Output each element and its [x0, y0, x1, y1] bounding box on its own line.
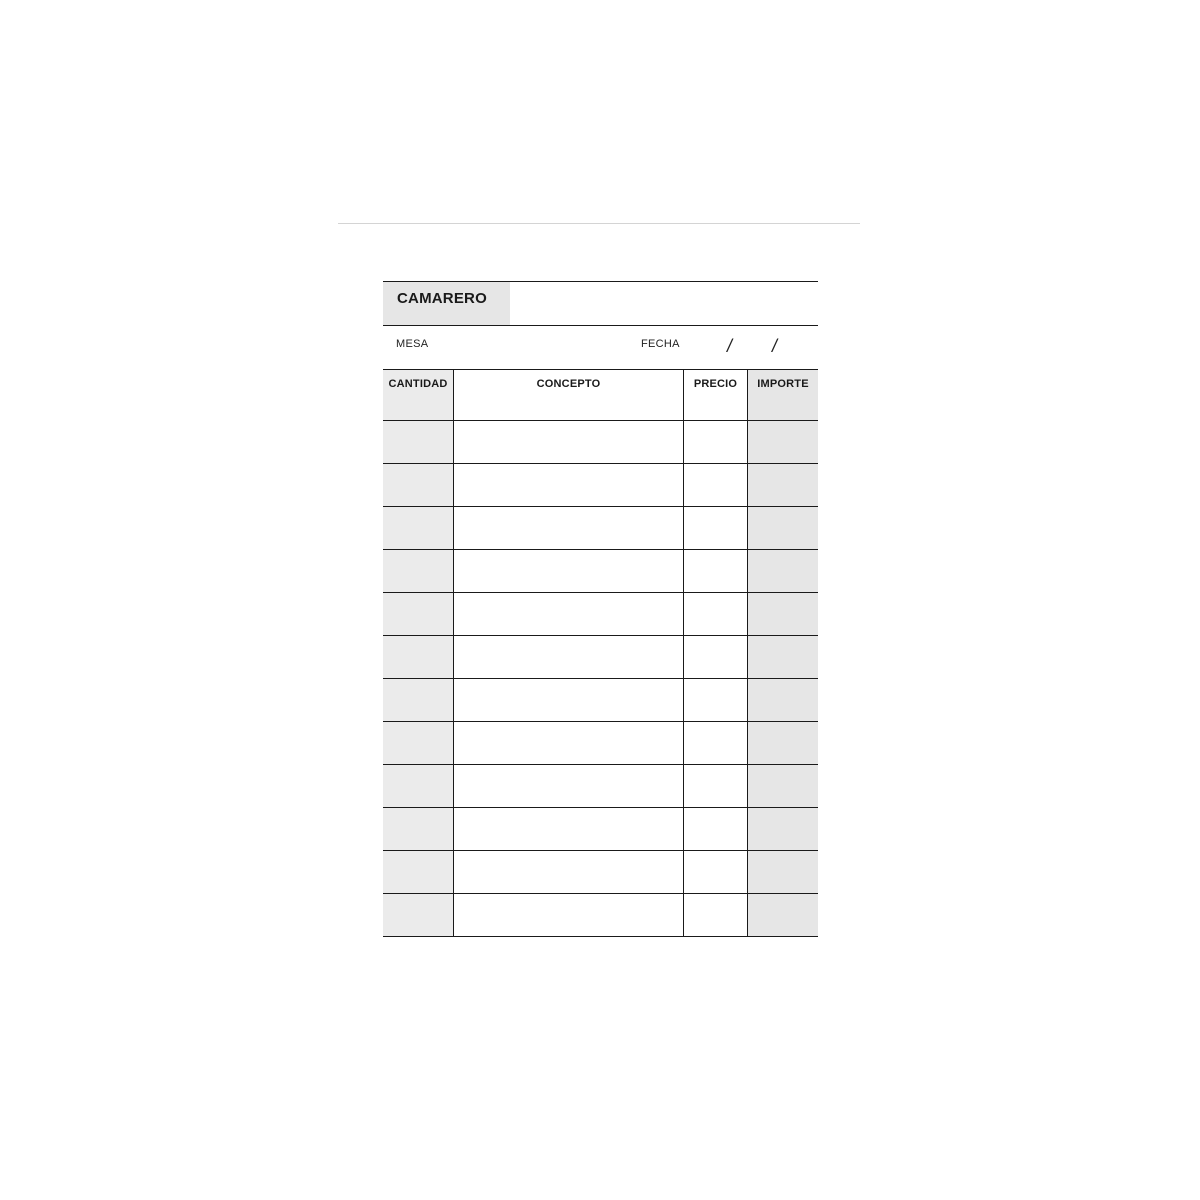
quantity-cell[interactable]: [383, 808, 454, 851]
price-cell[interactable]: [684, 593, 748, 636]
top-divider: [338, 223, 860, 224]
quantity-cell[interactable]: [383, 722, 454, 765]
table-row: [383, 636, 818, 679]
amount-cell[interactable]: [748, 679, 819, 722]
table-row: [383, 894, 818, 937]
table-row: [383, 507, 818, 550]
table-label: MESA: [396, 338, 429, 350]
table-row: [383, 550, 818, 593]
concept-cell[interactable]: [454, 765, 684, 808]
quantity-cell[interactable]: [383, 593, 454, 636]
concept-cell[interactable]: [454, 464, 684, 507]
items-header-row: [383, 370, 818, 421]
date-separator-2: /: [772, 336, 778, 356]
amount-cell[interactable]: [748, 894, 819, 937]
waiter-row: [383, 281, 818, 326]
quantity-cell[interactable]: [383, 636, 454, 679]
price-cell[interactable]: [684, 808, 748, 851]
price-cell[interactable]: [684, 464, 748, 507]
table-row: [383, 464, 818, 507]
amount-cell[interactable]: [748, 593, 819, 636]
price-cell[interactable]: [684, 550, 748, 593]
concept-cell[interactable]: [454, 679, 684, 722]
price-cell[interactable]: [684, 636, 748, 679]
quantity-cell[interactable]: [383, 464, 454, 507]
price-cell[interactable]: [684, 765, 748, 808]
concept-cell[interactable]: [454, 894, 684, 937]
quantity-cell[interactable]: [383, 550, 454, 593]
concept-cell[interactable]: [454, 593, 684, 636]
date-separator-1: /: [727, 336, 733, 356]
quantity-cell[interactable]: [383, 421, 454, 464]
quantity-header: CANTIDAD: [383, 370, 454, 421]
concept-header: CONCEPTO: [454, 370, 684, 421]
table-row: [383, 421, 818, 464]
items-table: [383, 370, 818, 937]
concept-cell[interactable]: [454, 636, 684, 679]
concept-cell[interactable]: [454, 722, 684, 765]
items-body: [383, 421, 818, 937]
price-cell[interactable]: [684, 507, 748, 550]
table-row: [383, 593, 818, 636]
amount-cell[interactable]: [748, 722, 819, 765]
amount-cell[interactable]: [748, 636, 819, 679]
quantity-cell[interactable]: [383, 894, 454, 937]
table-date-row: [383, 326, 818, 370]
price-header: PRECIO: [684, 370, 748, 421]
table-row: [383, 765, 818, 808]
waiter-label: CAMARERO: [397, 290, 487, 307]
table-row: [383, 851, 818, 894]
amount-cell[interactable]: [748, 765, 819, 808]
quantity-cell[interactable]: [383, 765, 454, 808]
table-row: [383, 679, 818, 722]
amount-cell[interactable]: [748, 808, 819, 851]
order-form: [383, 281, 818, 937]
price-cell[interactable]: [684, 851, 748, 894]
concept-cell[interactable]: [454, 808, 684, 851]
concept-cell[interactable]: [454, 851, 684, 894]
amount-cell[interactable]: [748, 550, 819, 593]
quantity-cell[interactable]: [383, 679, 454, 722]
concept-cell[interactable]: [454, 421, 684, 464]
table-row: [383, 722, 818, 765]
amount-cell[interactable]: [748, 507, 819, 550]
price-cell[interactable]: [684, 679, 748, 722]
price-cell[interactable]: [684, 421, 748, 464]
amount-cell[interactable]: [748, 421, 819, 464]
date-label: FECHA: [641, 338, 680, 350]
quantity-cell[interactable]: [383, 507, 454, 550]
price-cell[interactable]: [684, 722, 748, 765]
table-row: [383, 808, 818, 851]
waiter-label-box: [383, 282, 510, 325]
amount-cell[interactable]: [748, 851, 819, 894]
quantity-cell[interactable]: [383, 851, 454, 894]
concept-cell[interactable]: [454, 507, 684, 550]
amount-cell[interactable]: [748, 464, 819, 507]
amount-header: IMPORTE: [748, 370, 819, 421]
price-cell[interactable]: [684, 894, 748, 937]
concept-cell[interactable]: [454, 550, 684, 593]
